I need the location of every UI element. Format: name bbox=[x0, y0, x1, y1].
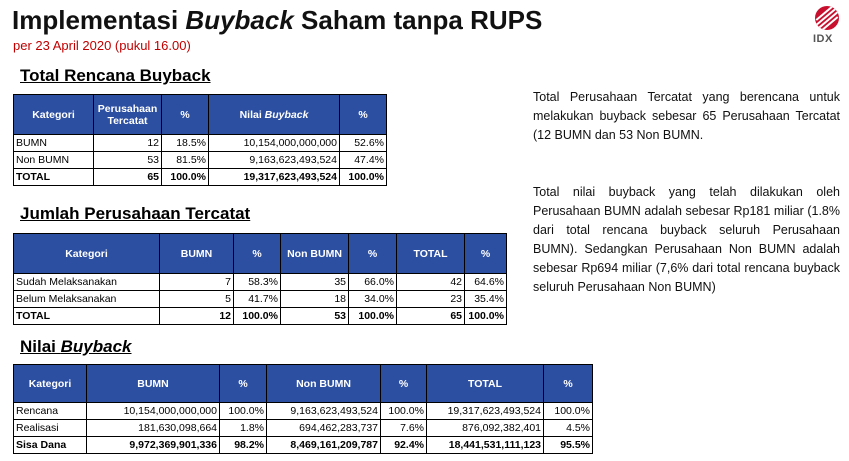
cell: 10,154,000,000,000 bbox=[87, 403, 220, 420]
cell: 92.4% bbox=[381, 437, 427, 454]
table-row bbox=[14, 291, 507, 308]
col-header: % bbox=[465, 234, 507, 274]
cell: 7.6% bbox=[381, 420, 427, 437]
col-header: % bbox=[340, 95, 387, 135]
cell: 876,092,382,401 bbox=[427, 420, 544, 437]
cell: 53 bbox=[281, 308, 349, 325]
cell: 53 bbox=[94, 152, 162, 169]
cell: 19,317,623,493,524 bbox=[209, 169, 340, 186]
col-header: Kategori bbox=[14, 95, 94, 135]
cell: 23 bbox=[397, 291, 465, 308]
cell: TOTAL bbox=[14, 308, 160, 325]
cell: 12 bbox=[94, 135, 162, 152]
cell: TOTAL bbox=[14, 169, 94, 186]
cell: 100.0% bbox=[162, 169, 209, 186]
col-header: % bbox=[381, 365, 427, 403]
table-total-rencana-buyback bbox=[13, 94, 387, 186]
cell: 100.0% bbox=[349, 308, 397, 325]
cell: 42 bbox=[397, 274, 465, 291]
cell: BUMN bbox=[14, 135, 94, 152]
col-header: % bbox=[220, 365, 267, 403]
cell: 100.0% bbox=[340, 169, 387, 186]
cell: 100.0% bbox=[544, 403, 593, 420]
cell: 19,317,623,493,524 bbox=[427, 403, 544, 420]
col-header: % bbox=[234, 234, 281, 274]
cell: 7 bbox=[160, 274, 234, 291]
cell: 81.5% bbox=[162, 152, 209, 169]
cell: 9,972,369,901,336 bbox=[87, 437, 220, 454]
table-row bbox=[14, 135, 387, 152]
col-header: TOTAL bbox=[397, 234, 465, 274]
cell: 8,469,161,209,787 bbox=[267, 437, 381, 454]
cell: Sudah Melaksanakan bbox=[14, 274, 160, 291]
notes-paragraph-1: Total Perusahaan Tercatat yang berencana untuk melakukan buyback sebesar 65 Perusahaan Tercatat (12 BUMN dan 53 Non BUMN. bbox=[533, 90, 840, 142]
col-header: % bbox=[162, 95, 209, 135]
table-row-total bbox=[14, 169, 387, 186]
cell: 98.2% bbox=[220, 437, 267, 454]
cell: 35.4% bbox=[465, 291, 507, 308]
cell: 12 bbox=[160, 308, 234, 325]
col-header: Kategori bbox=[14, 365, 87, 403]
table-row-total bbox=[14, 308, 507, 325]
cell: 4.5% bbox=[544, 420, 593, 437]
table-jumlah-perusahaan bbox=[13, 233, 507, 325]
cell: 41.7% bbox=[234, 291, 281, 308]
cell: 9,163,623,493,524 bbox=[209, 152, 340, 169]
cell: 65 bbox=[397, 308, 465, 325]
table-row bbox=[14, 274, 507, 291]
cell: 66.0% bbox=[349, 274, 397, 291]
cell: 18.5% bbox=[162, 135, 209, 152]
table-row bbox=[14, 420, 593, 437]
cell: Sisa Dana bbox=[14, 437, 87, 454]
cell: 64.6% bbox=[465, 274, 507, 291]
col-header: Non BUMN bbox=[281, 234, 349, 274]
table-row bbox=[14, 403, 593, 420]
section-heading-jumlah-perusahaan: Jumlah Perusahaan Tercatat bbox=[20, 204, 251, 223]
idx-logo bbox=[812, 6, 842, 48]
idx-logo-icon bbox=[815, 6, 839, 30]
cell: 58.3% bbox=[234, 274, 281, 291]
col-header: TOTAL bbox=[427, 365, 544, 403]
page-title: Implementasi Buyback Saham tanpa RUPS bbox=[12, 5, 543, 35]
cell: 18 bbox=[281, 291, 349, 308]
cell: 10,154,000,000,000 bbox=[209, 135, 340, 152]
cell: 1.8% bbox=[220, 420, 267, 437]
col-header: % bbox=[349, 234, 397, 274]
table-row-total bbox=[14, 437, 593, 454]
table-nilai-buyback bbox=[13, 364, 593, 454]
col-header: Non BUMN bbox=[267, 365, 381, 403]
cell: 100.0% bbox=[234, 308, 281, 325]
notes-paragraph-2: Total nilai buyback yang telah dilakukan oleh Perusahaan BUMN adalah sebesar Rp181 miliar (1.8% dari total rencana buyback seluruh Perusahaan BUMN). Sedangkan Perusahaan Non BUMN adalah sebesar Rp694 miliar (7,6% dari total rencana buyback seluruh Perusahaan Non BUMN) bbox=[533, 185, 840, 294]
cell: 34.0% bbox=[349, 291, 397, 308]
col-header: Kategori bbox=[14, 234, 160, 274]
cell: 47.4% bbox=[340, 152, 387, 169]
idx-logo-text: IDX bbox=[813, 33, 833, 45]
cell: Realisasi bbox=[14, 420, 87, 437]
cell: Belum Melaksanakan bbox=[14, 291, 160, 308]
cell: 18,441,531,111,123 bbox=[427, 437, 544, 454]
cell: 9,163,623,493,524 bbox=[267, 403, 381, 420]
col-header: BUMN bbox=[87, 365, 220, 403]
cell: Rencana bbox=[14, 403, 87, 420]
page-subtitle: per 23 April 2020 (pukul 16.00) bbox=[13, 38, 191, 53]
cell: 100.0% bbox=[220, 403, 267, 420]
cell: 100.0% bbox=[381, 403, 427, 420]
col-header: % bbox=[544, 365, 593, 403]
table-row bbox=[14, 152, 387, 169]
section-heading-nilai-buyback: Nilai Buyback bbox=[20, 337, 132, 356]
cell: 65 bbox=[94, 169, 162, 186]
col-header: Perusahaan Tercatat bbox=[94, 95, 162, 135]
cell: 5 bbox=[160, 291, 234, 308]
cell: 694,462,283,737 bbox=[267, 420, 381, 437]
section-heading-total-rencana: Total Rencana Buyback bbox=[20, 66, 211, 85]
cell: 181,630,098,664 bbox=[87, 420, 220, 437]
cell: Non BUMN bbox=[14, 152, 94, 169]
cell: 52.6% bbox=[340, 135, 387, 152]
col-header: BUMN bbox=[160, 234, 234, 274]
cell: 35 bbox=[281, 274, 349, 291]
cell: 100.0% bbox=[465, 308, 507, 325]
cell: 95.5% bbox=[544, 437, 593, 454]
col-header: Nilai Buyback bbox=[209, 95, 340, 135]
